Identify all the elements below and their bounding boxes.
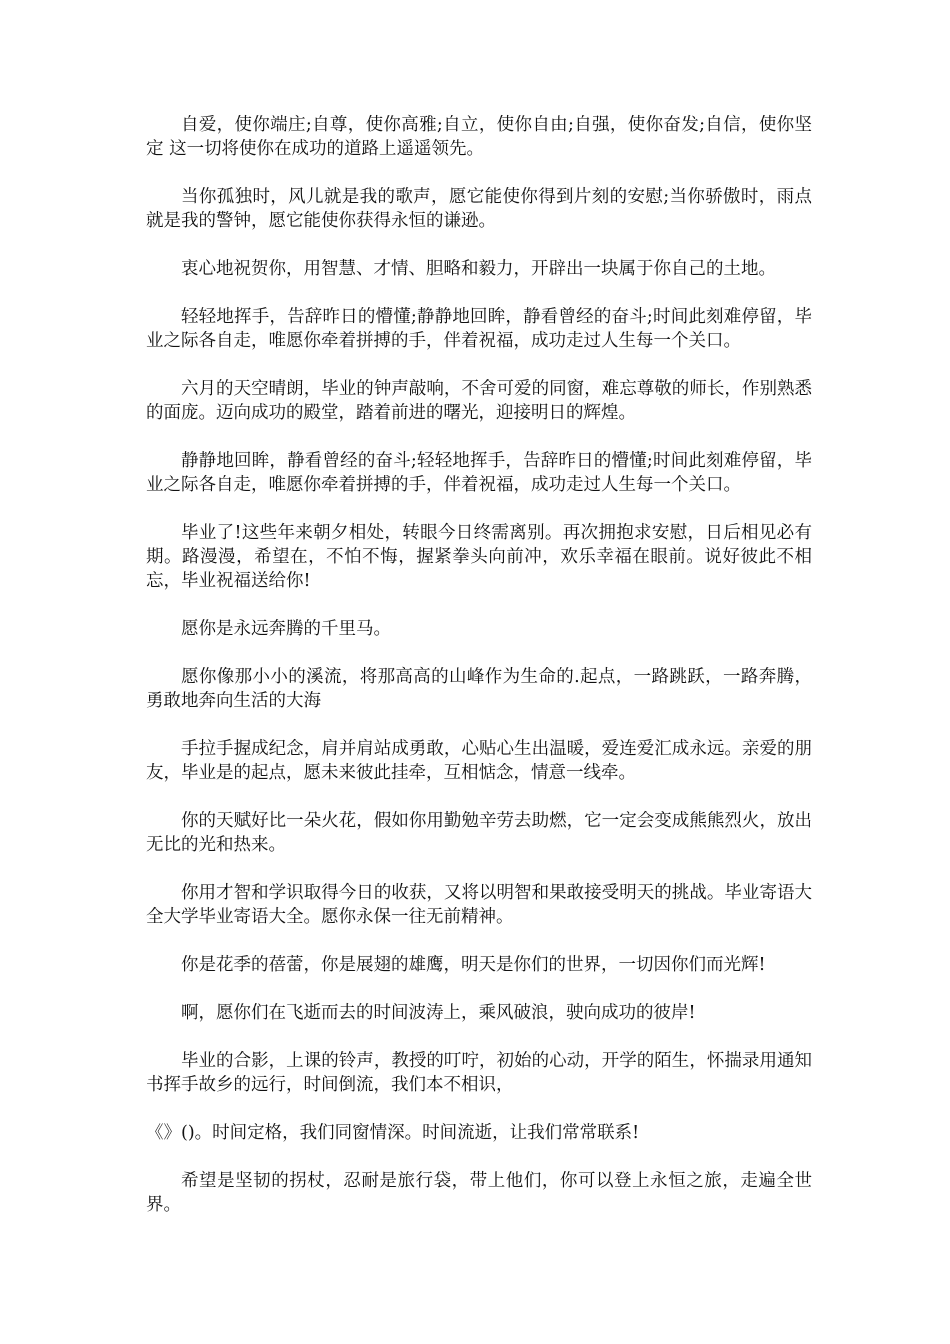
paragraph-4: 轻轻地挥手，告辞昨日的懵懂;静静地回眸，静看曾经的奋斗;时间此刻难停留，毕业之际各自走，唯愿你牵着拼搏的手，伴着祝福，成功走过人生每一个关口。 xyxy=(146,307,812,351)
paragraph-6: 静静地回眸，静看曾经的奋斗;轻轻地挥手，告辞昨日的懵懂;时间此刻难停留，毕业之际各自走，唯愿你牵着拼搏的手，伴着祝福，成功走过人生每一个关口。 xyxy=(146,451,812,495)
paragraph-9: 愿你像那小小的溪流，将那高高的山峰作为生命的.起点，一路跳跃，一路奔腾，勇敢地奔向生活的大海 xyxy=(146,667,812,711)
document-body xyxy=(146,113,812,1241)
paragraph-13: 你是花季的蓓蕾，你是展翅的雄鹰，明天是你们的世界，一切因你们而光辉! xyxy=(181,955,766,975)
paragraph-2: 当你孤独时，风儿就是我的歌声，愿它能使你得到片刻的安慰;当你骄傲时，雨点就是我的警钟，愿它能使你获得永恒的谦逊。 xyxy=(146,187,812,231)
paragraph-8: 愿你是永远奔腾的千里马。 xyxy=(181,619,391,639)
paragraph-17: 希望是坚韧的拐杖，忍耐是旅行袋，带上他们，你可以登上永恒之旅，走遍全世界。 xyxy=(146,1171,812,1215)
paragraph-1: 自爱，使你端庄;自尊，使你高雅;自立，使你自由;自强，使你奋发;自信，使你坚定 这一切将使你在成功的道路上遥遥领先。 xyxy=(146,115,812,159)
paragraph-12: 你用才智和学识取得今日的收获，又将以明智和果敢接受明天的挑战。毕业寄语大全大学毕业寄语大全。愿你永保一往无前精神。 xyxy=(146,883,812,927)
paragraph-15: 毕业的合影，上课的铃声，教授的叮咛，初始的心动，开学的陌生，怀揣录用通知书挥手故乡的远行，时间倒流，我们本不相识， xyxy=(146,1051,812,1095)
paragraph-3: 衷心地祝贺你，用智慧、才情、胆略和毅力，开辟出一块属于你自己的土地。 xyxy=(181,259,776,279)
paragraph-5: 六月的天空晴朗，毕业的钟声敲响，不舍可爱的同窗，难忘尊敬的师长，作别熟悉的面庞。迈向成功的殿堂，踏着前进的曙光，迎接明日的辉煌。 xyxy=(146,379,812,423)
paragraph-7: 毕业了!这些年来朝夕相处，转眼今日终需离别。再次拥抱求安慰，日后相见必有期。路漫漫，希望在，不怕不悔，握紧拳头向前冲，欢乐幸福在眼前。说好彼此不相忘，毕业祝福送给你! xyxy=(146,523,812,591)
paragraph-10: 手拉手握成纪念，肩并肩站成勇敢，心贴心生出温暖，爱连爱汇成永远。亲爱的朋友，毕业是的起点，愿未来彼此挂牵，互相惦念，情意一线牵。 xyxy=(146,739,812,783)
paragraph-11: 你的天赋好比一朵火花，假如你用勤勉辛劳去助燃，它一定会变成熊熊烈火，放出无比的光和热来。 xyxy=(146,811,812,855)
paragraph-14: 啊，愿你们在飞逝而去的时间波涛上，乘风破浪，驶向成功的彼岸! xyxy=(181,1003,696,1023)
paragraph-16: 《》()。时间定格，我们同窗情深。时间流逝，让我们常常联系! xyxy=(146,1123,640,1143)
